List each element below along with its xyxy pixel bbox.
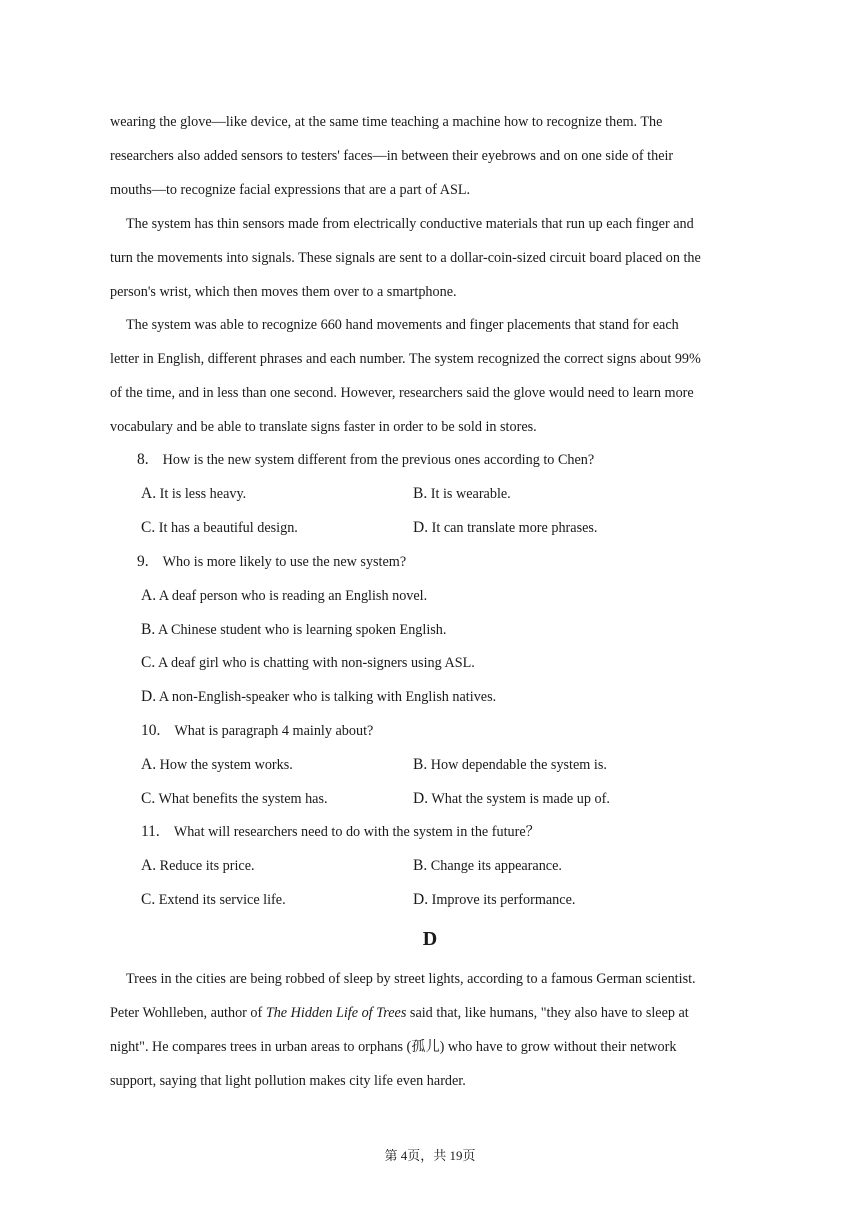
option-text: Change its appearance. [430, 858, 562, 874]
question-text: What is paragraph 4 mainly about? [174, 723, 374, 739]
option-text: A deaf person who is reading an English novel. [158, 588, 428, 604]
option-8d[interactable] [413, 519, 597, 537]
passage-line: of the time, and in less than one second. However, researchers said the glove would need to learn more [110, 385, 694, 401]
passage-line: vocabulary and be able to translate signs faster in order to be sold in stores. [110, 419, 537, 435]
option-letter: B. [141, 621, 156, 638]
option-letter: D. [141, 688, 157, 705]
option-text: It can translate more phrases. [431, 520, 598, 536]
option-letter: C. [141, 891, 156, 908]
question-number: 9. [137, 553, 149, 570]
option-text: It has a beautiful design. [158, 520, 298, 536]
passage-text: said that, like humans, "they also have to sleep at [406, 1005, 689, 1021]
question-11 [141, 823, 540, 841]
option-text: How the system works. [159, 757, 293, 773]
option-letter: D. [413, 790, 429, 807]
option-letter: C. [141, 790, 156, 807]
option-letter: C. [141, 519, 156, 536]
question-number: 10. [141, 722, 161, 739]
option-letter: A. [141, 857, 157, 874]
option-text: Reduce its price. [159, 858, 255, 874]
passage-line: mouths—to recognize facial expressions that are a part of ASL. [110, 182, 471, 198]
option-text: A deaf girl who is chatting with non-signers using ASL. [157, 655, 475, 671]
option-letter: A. [141, 485, 157, 502]
option-text: Extend its service life. [158, 892, 286, 908]
option-letter: B. [413, 756, 428, 773]
option-9b[interactable] [141, 621, 446, 639]
option-text: What the system is made up of. [431, 791, 610, 807]
question-number: 11. [141, 823, 160, 840]
option-text: Improve its performance. [431, 892, 576, 908]
question-10 [141, 722, 373, 740]
option-11a[interactable] [141, 857, 255, 875]
passage-line: support, saying that light pollution makes city life even harder. [110, 1073, 466, 1089]
option-10d[interactable] [413, 790, 610, 808]
question-number: 8. [137, 451, 149, 468]
option-text: It is wearable. [430, 486, 511, 502]
passage-line: The system has thin sensors made from electrically conductive materials that run up each finger and [126, 216, 694, 232]
option-letter: A. [141, 587, 157, 604]
option-11b[interactable] [413, 857, 562, 875]
option-8a[interactable] [141, 485, 246, 503]
option-9a[interactable] [141, 587, 427, 605]
passage-line: wearing the glove—like device, at the same time teaching a machine how to recognize them. The [110, 114, 663, 130]
option-letter: C. [141, 654, 156, 671]
option-letter: D. [413, 891, 429, 908]
passage-line: night". He compares trees in urban areas to orphans (孤儿) who have to grow without their network [110, 1039, 677, 1055]
question-text: Who is more likely to use the new system? [162, 554, 407, 570]
option-letter: A. [141, 756, 157, 773]
option-8b[interactable] [413, 485, 511, 503]
passage-line: The system was able to recognize 660 hand movements and finger placements that stand for each [126, 317, 679, 333]
option-9d[interactable] [141, 688, 496, 706]
passage-line: Trees in the cities are being robbed of sleep by street lights, according to a famous German scientist. [126, 971, 696, 987]
option-letter: D. [413, 519, 429, 536]
option-10c[interactable] [141, 790, 328, 808]
option-text: What benefits the system has. [158, 791, 328, 807]
question-text: How is the new system different from the previous ones according to Chen? [162, 452, 595, 468]
passage-line: letter in English, different phrases and each number. The system recognized the correct signs about 99% [110, 351, 701, 367]
question-8 [137, 451, 594, 469]
option-11d[interactable] [413, 891, 575, 909]
option-text: A non-English-speaker who is talking with English natives. [158, 689, 497, 705]
passage-line [110, 1004, 689, 1022]
option-text: A Chinese student who is learning spoken English. [157, 622, 447, 638]
option-10b[interactable] [413, 756, 607, 774]
option-text: It is less heavy. [159, 486, 247, 502]
option-10a[interactable] [141, 756, 293, 774]
passage-line: researchers also added sensors to testers' faces—in between their eyebrows and on one side of their [110, 148, 674, 164]
passage-text: Peter Wohlleben, author of [110, 1005, 266, 1021]
question-9 [137, 553, 406, 571]
option-9c[interactable] [141, 654, 475, 672]
option-text: How dependable the system is. [430, 757, 607, 773]
section-heading: D [422, 928, 438, 950]
option-letter: B. [413, 857, 428, 874]
book-title: The Hidden Life of Trees [265, 1005, 407, 1021]
page-number: 第 4页，共 19页 [384, 1148, 476, 1163]
question-text: What will researchers need to do with the system in the future？ [173, 824, 540, 840]
passage-line: turn the movements into signals. These signals are sent to a dollar-coin-sized circuit board placed on the [110, 250, 701, 266]
option-11c[interactable] [141, 891, 286, 909]
passage-line: person's wrist, which then moves them over to a smartphone. [110, 284, 457, 300]
option-8c[interactable] [141, 519, 298, 537]
option-letter: B. [413, 485, 428, 502]
